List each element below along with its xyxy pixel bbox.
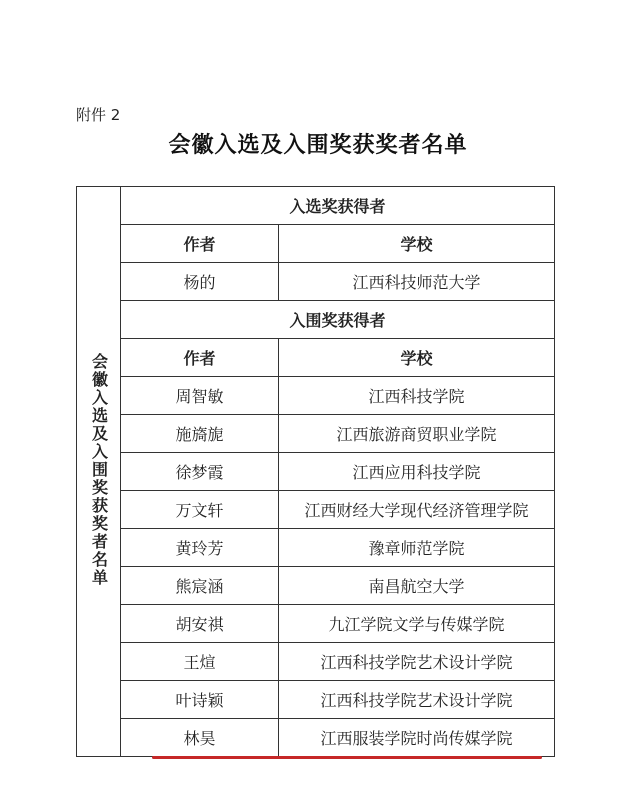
author-cell: 周智敏 (121, 377, 279, 415)
selected-section-heading: 入选奖获得者 (121, 187, 555, 225)
table-row (77, 567, 555, 605)
author-cell: 胡安祺 (121, 605, 279, 643)
school-cell: 豫章师范学院 (279, 529, 555, 567)
author-cell: 王煊 (121, 643, 279, 681)
side-label: 会徽入选及入围奖获奖者名单 (89, 352, 109, 587)
document-title: 会徽入选及入围奖获奖者名单 (168, 132, 468, 158)
table-row (77, 529, 555, 567)
author-cell: 杨的 (121, 263, 279, 301)
table-row (77, 681, 555, 719)
side-label-cell (77, 187, 121, 757)
school-cell: 江西科技学院 (279, 377, 555, 415)
table-row (77, 605, 555, 643)
school-cell: 江西应用科技学院 (279, 453, 555, 491)
school-cell: 江西服装学院时尚传媒学院 (279, 719, 555, 757)
author-cell: 万文轩 (121, 491, 279, 529)
selected-school-header: 学校 (279, 225, 555, 263)
school-cell: 九江学院文学与传媒学院 (279, 605, 555, 643)
selected-header-row (77, 225, 555, 263)
author-cell: 徐梦霞 (121, 453, 279, 491)
school-cell: 江西科技师范大学 (279, 263, 555, 301)
table-row (77, 491, 555, 529)
author-cell: 叶诗颖 (121, 681, 279, 719)
table-row (77, 643, 555, 681)
table-row (77, 263, 555, 301)
table-row (77, 377, 555, 415)
school-cell: 江西科技学院艺术设计学院 (279, 643, 555, 681)
table-row (77, 719, 555, 757)
attachment-label: 附件 2 (76, 106, 121, 124)
author-cell: 施旖旎 (121, 415, 279, 453)
table-row (77, 415, 555, 453)
school-cell: 江西科技学院艺术设计学院 (279, 681, 555, 719)
red-highlight-underline (152, 756, 542, 759)
school-cell: 江西财经大学现代经济管理学院 (279, 491, 555, 529)
author-cell: 黄玲芳 (121, 529, 279, 567)
author-cell: 熊宸涵 (121, 567, 279, 605)
author-cell: 林昊 (121, 719, 279, 757)
shortlisted-section-row (77, 301, 555, 339)
awards-table (76, 186, 555, 757)
school-cell: 南昌航空大学 (279, 567, 555, 605)
table-row (77, 453, 555, 491)
selected-author-header: 作者 (121, 225, 279, 263)
selected-section-row (77, 187, 555, 225)
shortlisted-section-heading: 入围奖获得者 (121, 301, 555, 339)
shortlisted-author-header: 作者 (121, 339, 279, 377)
school-cell: 江西旅游商贸职业学院 (279, 415, 555, 453)
shortlisted-header-row (77, 339, 555, 377)
shortlisted-school-header: 学校 (279, 339, 555, 377)
